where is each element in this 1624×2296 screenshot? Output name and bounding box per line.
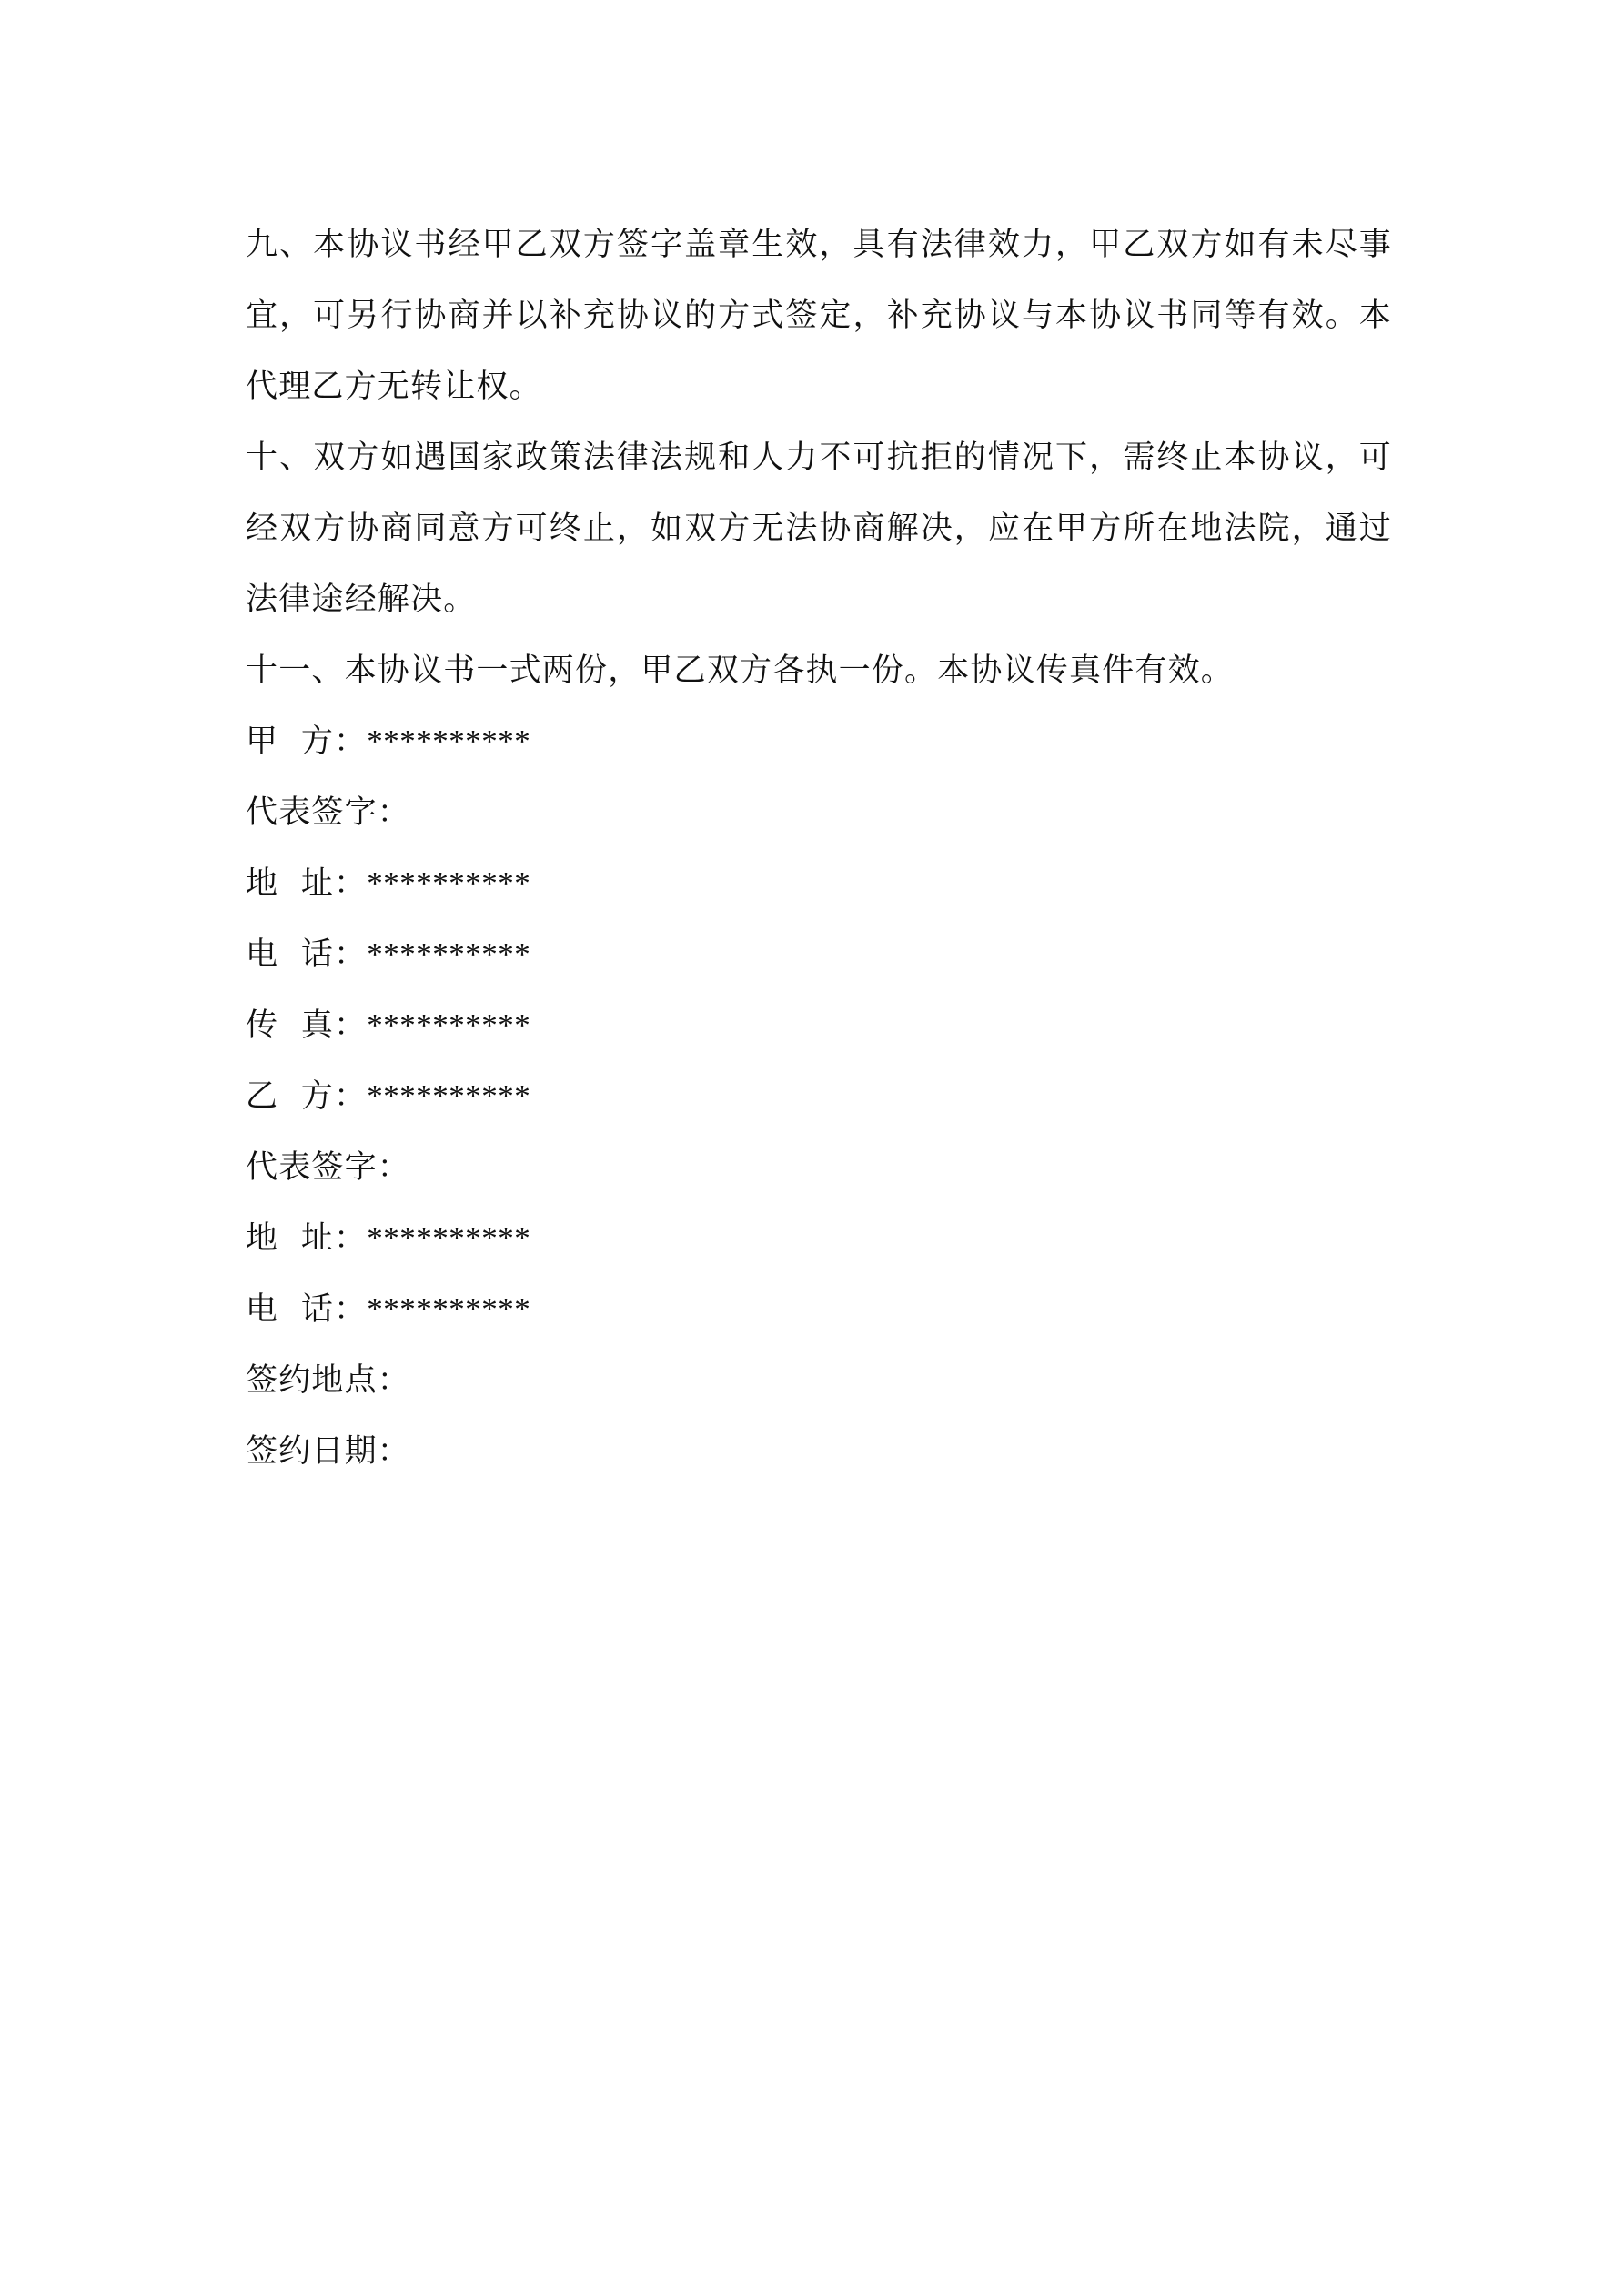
party-a-fax-line — [246, 990, 1392, 1061]
party-b-address-line — [246, 1203, 1392, 1274]
signing-place-line — [246, 1345, 1392, 1416]
party-b-address-label: 地 址： — [246, 1220, 368, 1257]
party-b-name-line — [246, 1061, 1392, 1132]
party-a-address-label: 地 址： — [246, 865, 368, 902]
party-b-signature-line — [246, 1132, 1392, 1203]
party-a-address-line — [246, 848, 1392, 919]
signing-date-label: 签约日期： — [246, 1433, 411, 1470]
party-a-phone-value: ********** — [367, 936, 531, 972]
party-b-phone-line — [246, 1274, 1392, 1345]
party-a-phone-line — [246, 919, 1392, 990]
party-a-name-value: ********** — [367, 723, 531, 759]
clause-ten: 十、双方如遇国家政策法律法规和人力不可抗拒的情况下，需终止本协议，可经双方协商同意方可终止，如双方无法协商解决，应在甲方所在地法院，通过法律途经解决。 — [246, 440, 1392, 618]
party-b-name-value: ********** — [367, 1078, 531, 1114]
signing-place-label: 签约地点： — [246, 1362, 411, 1399]
party-b-phone-label: 电 话： — [246, 1291, 368, 1328]
party-b-signature-label: 代表签字： — [246, 1149, 411, 1186]
clause-eleven: 十一、本协议书一式两份，甲乙双方各执一份。本协议传真件有效。 — [246, 652, 1235, 689]
party-a-phone-label: 电 话： — [246, 936, 368, 973]
signing-date-line — [246, 1416, 1392, 1487]
party-b-address-value: ********** — [367, 1220, 531, 1256]
clause-nine: 九、本协议书经甲乙双方签字盖章生效，具有法律效力，甲乙双方如有未尽事宜，可另行协商并以补充协议的方式签定，补充协议与本协议书同等有效。本代理乙方无转让权。 — [246, 227, 1392, 405]
party-a-address-value: ********** — [367, 865, 531, 901]
party-a-fax-label: 传 真： — [246, 1007, 368, 1044]
party-b-name-label: 乙 方： — [246, 1078, 368, 1115]
party-a-signature-line — [246, 777, 1392, 848]
document-body — [246, 209, 1392, 1487]
party-a-name-label: 甲 方： — [246, 723, 368, 760]
party-a-name-line — [246, 706, 1392, 777]
party-a-signature-label: 代表签字： — [246, 794, 411, 831]
party-b-phone-value: ********** — [367, 1291, 531, 1327]
party-a-fax-value: ********** — [367, 1007, 531, 1043]
